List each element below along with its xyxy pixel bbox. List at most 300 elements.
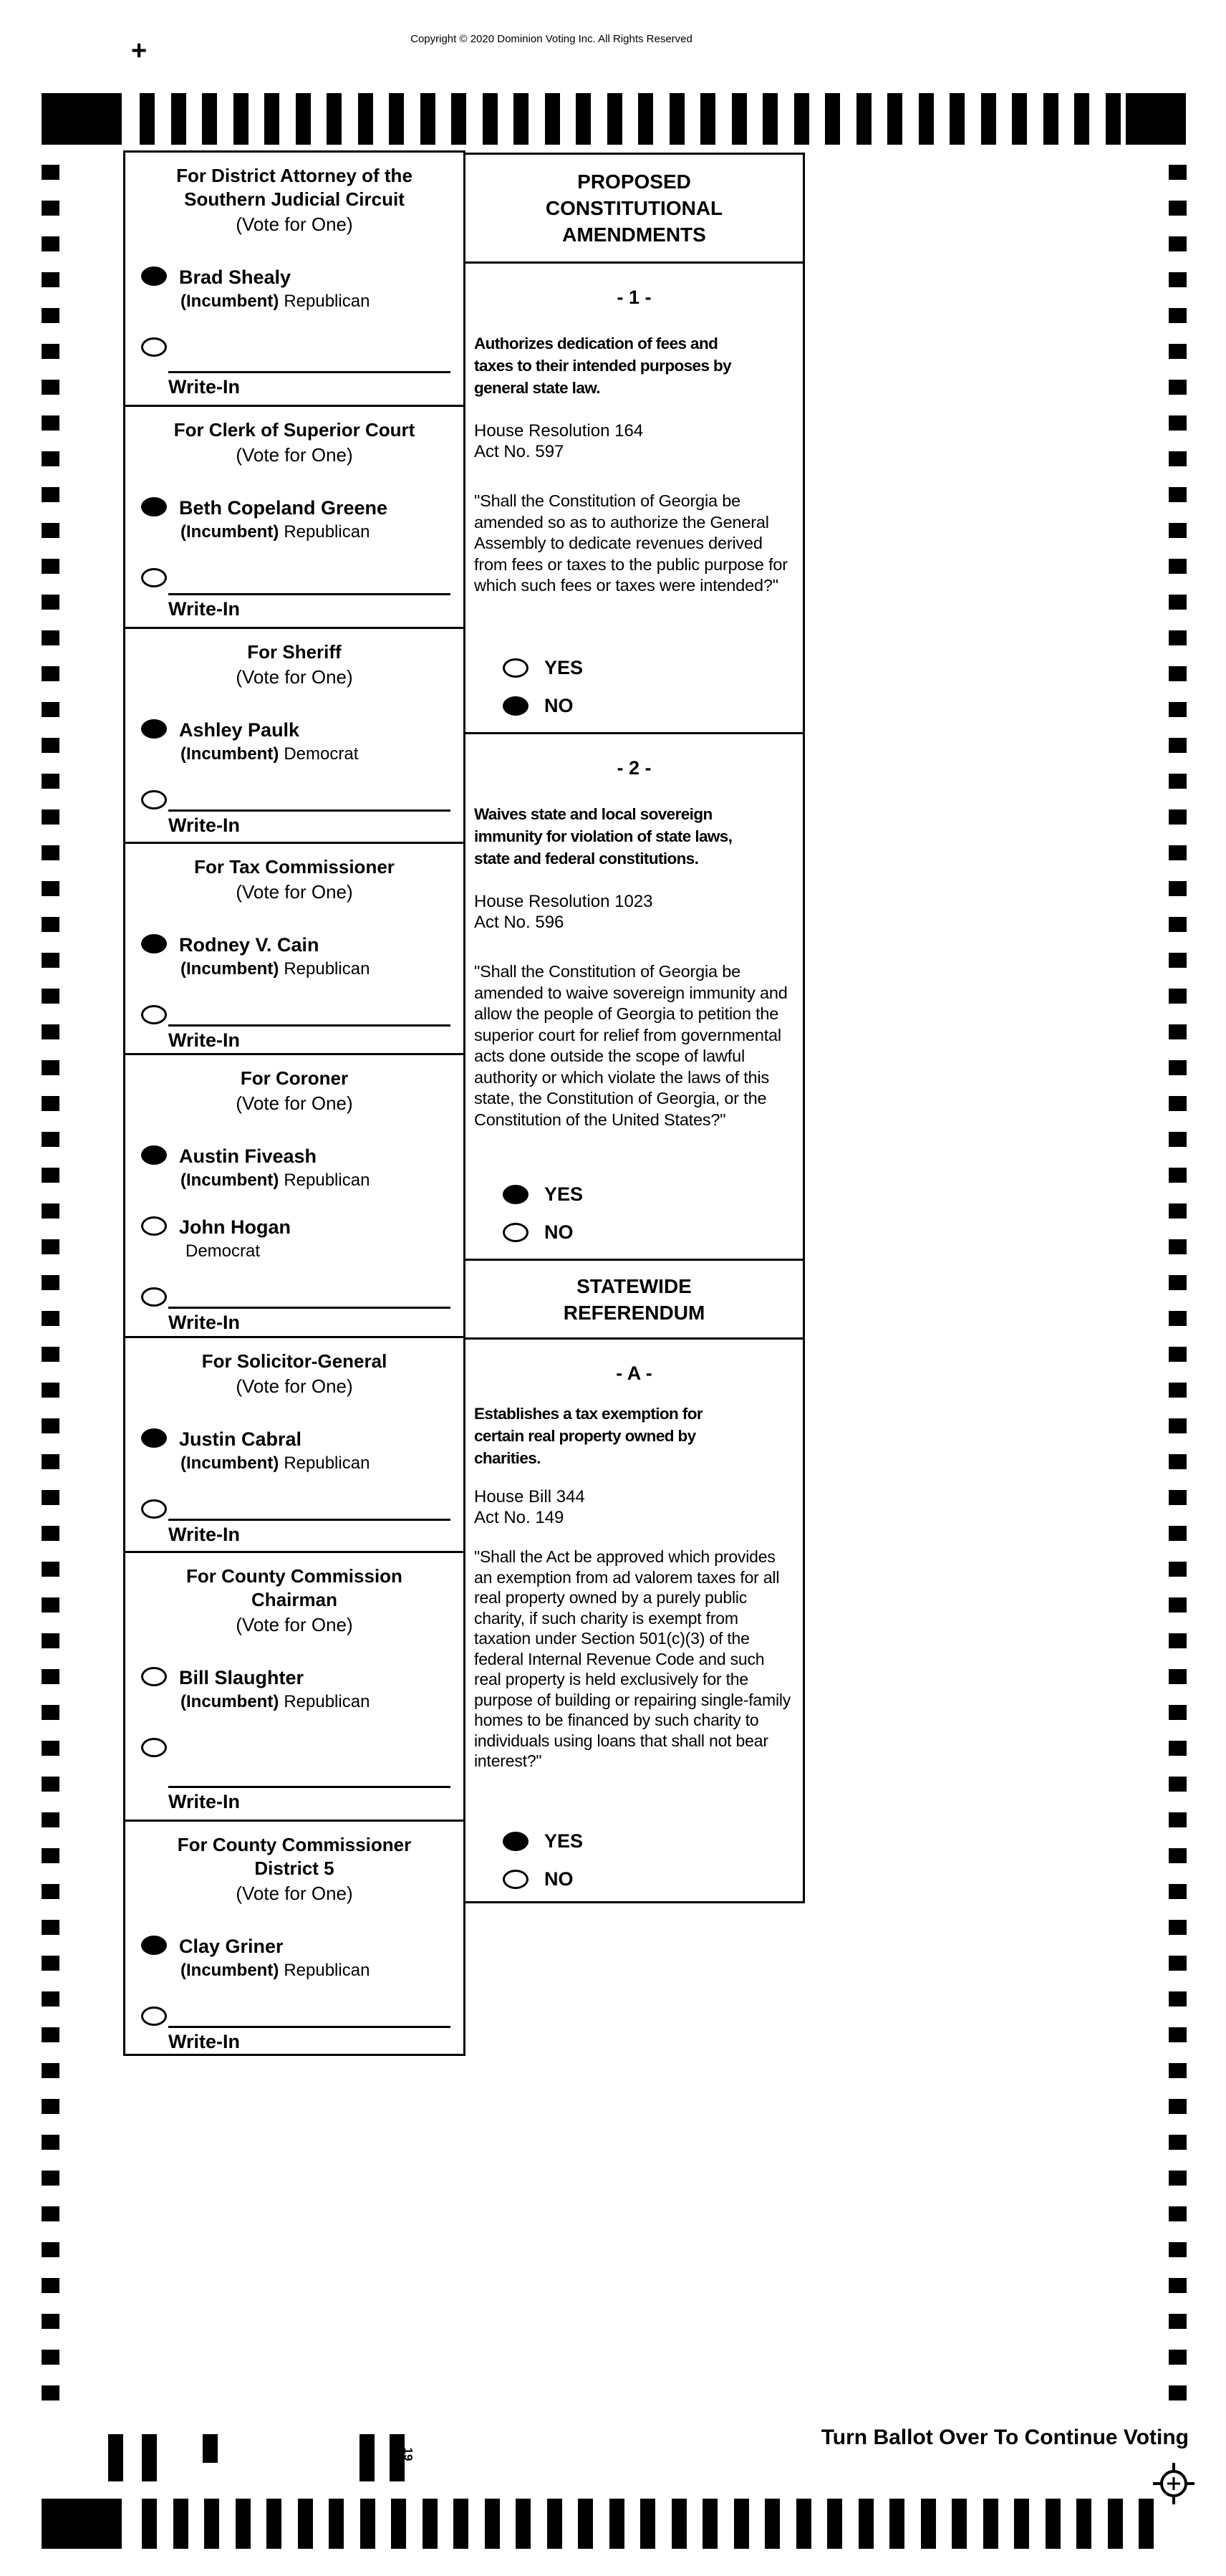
write-in-row — [141, 337, 453, 357]
candidate-party: (Incumbent) Republican — [180, 959, 370, 979]
timing-mark — [42, 917, 59, 932]
timing-mark — [1169, 2350, 1187, 2365]
timing-mark — [42, 953, 59, 968]
contest-instruction: (Vote for One) — [236, 213, 353, 235]
timing-mark — [1169, 201, 1187, 216]
candidate-name: Clay Griner — [179, 1936, 284, 1957]
timing-mark — [1169, 236, 1187, 251]
timing-mark — [950, 93, 965, 145]
yes-bubble[interactable] — [503, 1185, 528, 1204]
write-in-bubble[interactable] — [141, 1738, 167, 1757]
contest-title: For Coroner — [240, 1067, 349, 1089]
write-in-label: Write-In — [168, 2031, 240, 2052]
measure-references: House Resolution 1023 Act No. 596 — [474, 892, 653, 932]
contest-tax-commissioner — [125, 844, 463, 1055]
write-in-label: Write-In — [168, 1791, 240, 1812]
timing-mark — [389, 93, 404, 145]
measure-question: "Shall the Constitution of Georgia be amended so as to authorize the General Assembly to dedicate revenues derived from fees or taxes to the public purpose for which such fees or taxes were intended?" — [474, 491, 788, 595]
write-in-row — [141, 568, 453, 587]
timing-mark — [42, 2063, 59, 2078]
write-in-label: Write-In — [168, 814, 240, 836]
write-in-bubble[interactable] — [141, 790, 167, 809]
vote-bubble[interactable] — [141, 1936, 167, 1955]
write-in-area[interactable] — [168, 371, 450, 398]
timing-mark — [233, 93, 248, 145]
timing-mark — [1169, 1705, 1187, 1720]
timing-mark — [576, 93, 591, 145]
candidate-name: Beth Copeland Greene — [179, 497, 388, 519]
timing-mark — [1169, 1024, 1187, 1039]
timing-mark — [42, 1490, 59, 1505]
contest-instruction: (Vote for One) — [236, 444, 353, 466]
timing-mark — [1169, 523, 1187, 538]
timing-mark — [1169, 1669, 1187, 1684]
timing-mark — [42, 1633, 59, 1648]
yes-label: YES — [544, 1830, 584, 1852]
vote-bubble[interactable] — [141, 1428, 167, 1448]
stub-number: 19 — [401, 2447, 415, 2461]
no-label: NO — [544, 1868, 574, 1890]
contest-sheriff — [125, 629, 463, 844]
write-in-area[interactable] — [168, 593, 450, 620]
timing-mark — [42, 1669, 59, 1684]
yes-option — [503, 1830, 794, 1852]
timing-mark — [42, 2027, 59, 2042]
candidate-text — [179, 497, 387, 542]
timing-mark — [42, 308, 59, 323]
write-in-label: Write-In — [168, 1029, 240, 1051]
candidate-text — [179, 719, 358, 764]
write-in-area[interactable] — [168, 1786, 450, 1812]
timing-mark — [856, 93, 872, 145]
referendum-header: STATEWIDE REFERENDUM — [465, 1261, 803, 1340]
timing-mark — [1169, 1920, 1187, 1935]
timing-mark — [358, 93, 373, 145]
timing-mark — [921, 2499, 936, 2549]
candidate-text — [179, 1936, 370, 1981]
candidate-row — [141, 934, 453, 979]
write-in-label: Write-In — [168, 598, 240, 620]
write-in-bubble[interactable] — [141, 568, 167, 587]
timing-mark — [327, 93, 342, 145]
timing-mark — [1169, 1060, 1187, 1075]
measure-summary: Waives state and local sovereign immunity for violation of state laws, state and federal constitutions. — [474, 805, 733, 868]
timing-mark — [1169, 953, 1187, 968]
write-in-row — [141, 790, 453, 809]
candidate-row — [141, 1667, 453, 1712]
registration-plus-icon: + — [131, 36, 148, 66]
timing-mark — [1169, 380, 1187, 395]
timing-mark — [672, 2499, 687, 2549]
amendments-header: PROPOSED CONSTITUTIONAL AMENDMENTS — [465, 155, 803, 264]
timing-mark — [236, 2499, 251, 2549]
timing-mark — [42, 1705, 59, 1720]
write-in-bubble[interactable] — [141, 2007, 167, 2026]
timing-mark — [42, 1060, 59, 1075]
timing-mark — [1169, 1777, 1187, 1792]
timing-mark — [42, 2099, 59, 2114]
timing-row-top — [140, 93, 1121, 145]
timing-mark — [1169, 1275, 1187, 1290]
timing-mark — [296, 93, 311, 145]
candidate-text — [179, 1428, 370, 1474]
candidate-party: (Incumbent) Republican — [180, 1171, 370, 1190]
timing-mark — [1169, 989, 1187, 1004]
candidate-party: (Incumbent) Democrat — [180, 744, 359, 764]
yes-bubble[interactable] — [503, 658, 528, 678]
timing-mark — [1169, 666, 1187, 681]
timing-mark — [1169, 1812, 1187, 1827]
timing-mark — [202, 93, 217, 145]
timing-mark — [765, 2499, 780, 2549]
timing-mark — [42, 1203, 59, 1219]
contest-title: For Solicitor-General — [201, 1350, 387, 1372]
no-bubble[interactable] — [503, 1223, 528, 1242]
candidate-name: John Hogan — [179, 1216, 291, 1238]
timing-mark — [1169, 1239, 1187, 1254]
timing-mark — [1169, 1132, 1187, 1147]
write-in-area[interactable] — [168, 809, 450, 836]
timing-mark — [42, 1239, 59, 1254]
candidate-row — [141, 1216, 453, 1261]
write-in-area[interactable] — [168, 1307, 450, 1333]
vote-bubble[interactable] — [141, 719, 167, 739]
timing-mark — [42, 702, 59, 717]
timing-mark — [1169, 165, 1187, 180]
timing-mark — [1169, 2242, 1187, 2257]
stub-mark — [108, 2434, 123, 2481]
stub-mark — [359, 2434, 375, 2481]
timing-mark — [42, 2206, 59, 2221]
timing-block-top-right — [1126, 93, 1186, 145]
candidate-name: Brad Shealy — [179, 266, 291, 288]
timing-mark — [485, 2499, 500, 2549]
timing-mark — [1169, 1884, 1187, 1899]
timing-mark — [42, 236, 59, 251]
vote-bubble[interactable] — [141, 1216, 167, 1236]
vote-bubble[interactable] — [141, 497, 167, 516]
timing-mark — [42, 1884, 59, 1899]
candidate-row — [141, 1428, 453, 1474]
timing-mark — [1169, 1383, 1187, 1398]
measure-options — [474, 640, 794, 718]
write-in-area[interactable] — [168, 2026, 450, 2052]
timing-mark — [1169, 1633, 1187, 1648]
candidate-row — [141, 1936, 453, 1981]
yes-label: YES — [544, 1183, 584, 1205]
timing-mark — [42, 1562, 59, 1577]
timing-mark — [42, 1741, 59, 1756]
timing-mark — [638, 93, 653, 145]
timing-mark — [42, 1991, 59, 2007]
candidate-text — [179, 266, 370, 312]
timing-mark — [1169, 881, 1187, 896]
timing-mark — [42, 1526, 59, 1541]
contest-instruction: (Vote for One) — [236, 1614, 353, 1635]
no-option — [503, 1221, 794, 1243]
write-in-row — [141, 1499, 453, 1519]
timing-mark — [42, 1168, 59, 1183]
timing-mark — [42, 1848, 59, 1863]
timing-mark — [42, 989, 59, 1004]
contest-instruction: (Vote for One) — [236, 1375, 353, 1397]
timing-mark — [42, 845, 59, 860]
measure-column — [463, 153, 805, 1903]
yes-label: YES — [544, 657, 584, 678]
timing-mark — [578, 2499, 593, 2549]
contest-coroner — [125, 1055, 463, 1338]
timing-mark — [483, 93, 498, 145]
timing-mark — [1046, 2499, 1061, 2549]
timing-mark — [42, 809, 59, 825]
timing-mark — [513, 93, 528, 145]
candidate-name: Bill Slaughter — [179, 1667, 304, 1688]
timing-mark — [825, 93, 840, 145]
timing-mark — [1169, 2063, 1187, 2078]
timing-mark — [1169, 1490, 1187, 1505]
candidate-party: Democrat — [185, 1241, 261, 1261]
contest-title: For District Attorney of the Southern Judicial Circuit — [176, 165, 412, 210]
timing-mark — [827, 2499, 842, 2549]
timing-mark — [1169, 2206, 1187, 2221]
vote-bubble[interactable] — [141, 1667, 167, 1686]
no-option — [503, 1868, 794, 1890]
timing-mark — [1169, 630, 1187, 645]
candidate-party: (Incumbent) Republican — [180, 1453, 370, 1473]
timing-mark — [42, 1956, 59, 1971]
timing-mark — [545, 93, 560, 145]
timing-mark — [42, 2278, 59, 2293]
timing-mark — [1169, 1991, 1187, 2007]
timing-mark — [1169, 1956, 1187, 1971]
timing-mark — [1169, 2171, 1187, 2186]
candidate-party: (Incumbent) Republican — [180, 522, 370, 542]
timing-mark — [1169, 2027, 1187, 2042]
candidate-text — [179, 1145, 370, 1191]
write-in-bubble[interactable] — [141, 1287, 167, 1307]
timing-mark — [1169, 308, 1187, 323]
vote-bubble[interactable] — [141, 934, 167, 953]
candidate-row — [141, 1145, 453, 1191]
timing-column-left — [42, 165, 59, 2400]
write-in-bubble[interactable] — [141, 1005, 167, 1024]
write-in-label: Write-In — [168, 376, 240, 398]
write-in-area[interactable] — [168, 1519, 450, 1545]
timing-mark — [1169, 2099, 1187, 2114]
timing-mark — [1169, 917, 1187, 932]
contest-clerk-superior-court — [125, 407, 463, 629]
timing-mark — [266, 2499, 281, 2549]
timing-mark — [42, 881, 59, 896]
timing-mark — [1169, 1347, 1187, 1362]
contest-county-commission-chairman — [125, 1553, 463, 1822]
timing-mark — [423, 2499, 438, 2549]
timing-mark — [142, 2499, 157, 2549]
timing-mark — [42, 1597, 59, 1613]
copyright-text: Copyright © 2020 Dominion Voting Inc. All Rights Reserved — [410, 33, 692, 45]
timing-mark — [42, 1275, 59, 1290]
timing-mark — [1169, 2135, 1187, 2150]
timing-mark — [1074, 93, 1089, 145]
timing-mark — [1169, 1418, 1187, 1433]
timing-mark — [734, 2499, 749, 2549]
write-in-bubble[interactable] — [141, 337, 167, 357]
measure-question: "Shall the Act be approved which provides an exemption from ad valorem taxes for all real property owned by a purely public charity, if such charity is exempt from taxation under Section 501(c)(3) of the federal Internal Revenue Code and such real property is held exclusively for the purpose of building or repairing single-family homes to be financed by such charity to individuals using loans that shall not bear interest?" — [474, 1547, 791, 1770]
timing-mark — [919, 93, 934, 145]
write-in-label: Write-In — [168, 1312, 240, 1333]
timing-mark — [42, 1812, 59, 1827]
contest-title: For Tax Commissioner — [194, 856, 395, 878]
measure-references: House Bill 344 Act No. 149 — [474, 1487, 585, 1527]
timing-mark — [516, 2499, 531, 2549]
timing-mark — [887, 93, 902, 145]
timing-mark — [700, 93, 715, 145]
timing-mark — [1169, 845, 1187, 860]
timing-mark — [1169, 1454, 1187, 1469]
timing-mark — [42, 1132, 59, 1147]
timing-mark — [42, 2135, 59, 2150]
timing-mark — [42, 523, 59, 538]
candidate-name: Austin Fiveash — [179, 1145, 317, 1167]
timing-mark — [42, 2242, 59, 2257]
stub-mark — [203, 2434, 218, 2463]
contest-county-commissioner-district-5 — [125, 1822, 463, 2056]
timing-block-top-left — [42, 93, 122, 145]
timing-mark — [1169, 1597, 1187, 1613]
timing-mark — [42, 344, 59, 359]
timing-mark — [298, 2499, 313, 2549]
timing-mark — [264, 93, 279, 145]
candidate-party: (Incumbent) Republican — [180, 292, 370, 311]
candidate-row — [141, 719, 453, 764]
contest-instruction: (Vote for One) — [236, 1092, 353, 1114]
timing-mark — [1169, 1203, 1187, 1219]
measure-references: House Resolution 164 Act No. 597 — [474, 421, 644, 461]
no-label: NO — [544, 695, 574, 716]
measure-number: - A - — [616, 1363, 652, 1384]
timing-mark — [42, 2314, 59, 2329]
timing-mark — [1012, 93, 1027, 145]
timing-mark — [794, 93, 809, 145]
measure-summary: Authorizes dedication of fees and taxes to their intended purposes by general state law. — [474, 335, 732, 397]
referendum-a — [465, 1340, 803, 1905]
amendment-1 — [465, 264, 803, 734]
vote-bubble[interactable] — [141, 1145, 167, 1165]
candidate-row — [141, 266, 453, 312]
contest-solicitor-general — [125, 1338, 463, 1553]
timing-mark — [453, 2499, 468, 2549]
candidate-name: Justin Cabral — [179, 1428, 302, 1450]
timing-mark — [1169, 2314, 1187, 2329]
timing-mark — [703, 2499, 718, 2549]
timing-mark — [42, 1777, 59, 1792]
timing-mark — [42, 1920, 59, 1935]
contest-column — [123, 150, 465, 2056]
timing-mark — [607, 93, 622, 145]
timing-mark — [42, 2385, 59, 2400]
timing-mark — [1169, 2278, 1187, 2293]
contest-instruction: (Vote for One) — [236, 666, 353, 688]
timing-mark — [670, 93, 685, 145]
contest-instruction: (Vote for One) — [236, 1883, 353, 1904]
write-in-bubble[interactable] — [141, 1499, 167, 1519]
write-in-row — [141, 1005, 453, 1024]
write-in-row — [141, 2007, 453, 2026]
vote-bubble[interactable] — [141, 266, 167, 286]
registration-crosshair-icon — [1152, 2461, 1196, 2509]
timing-mark — [796, 2499, 811, 2549]
timing-mark — [1169, 415, 1187, 431]
timing-mark — [1169, 809, 1187, 825]
timing-mark — [609, 2499, 624, 2549]
timing-mark — [420, 93, 435, 145]
timing-mark — [42, 165, 59, 180]
timing-mark — [42, 738, 59, 753]
write-in-row — [141, 1287, 453, 1307]
timing-mark — [42, 666, 59, 681]
contest-instruction: (Vote for One) — [236, 881, 353, 903]
measure-number: - 1 - — [617, 287, 652, 308]
timing-mark — [547, 2499, 562, 2549]
timing-mark — [42, 1347, 59, 1362]
timing-mark — [360, 2499, 375, 2549]
timing-mark — [1169, 559, 1187, 574]
yes-option — [503, 657, 794, 678]
timing-mark — [42, 201, 59, 216]
measure-options — [474, 1167, 794, 1244]
write-in-label: Write-In — [168, 1524, 240, 1545]
timing-mark — [42, 1454, 59, 1469]
timing-mark — [42, 1418, 59, 1433]
timing-mark — [1014, 2499, 1029, 2549]
timing-mark — [329, 2499, 344, 2549]
no-option — [503, 695, 794, 716]
timing-mark — [889, 2499, 904, 2549]
timing-mark — [1169, 702, 1187, 717]
candidate-name: Ashley Paulk — [179, 719, 300, 741]
timing-mark — [42, 2350, 59, 2365]
timing-mark — [952, 2499, 967, 2549]
timing-mark — [859, 2499, 874, 2549]
timing-mark — [1169, 451, 1187, 466]
no-bubble[interactable] — [503, 1870, 528, 1889]
timing-mark — [204, 2499, 219, 2549]
timing-mark — [1169, 1562, 1187, 1577]
candidate-party: (Incumbent) Republican — [180, 1961, 370, 1980]
contest-title: For County Commissioner District 5 — [177, 1834, 412, 1879]
timing-mark — [171, 93, 186, 145]
timing-column-right — [1169, 165, 1187, 2400]
timing-mark — [42, 630, 59, 645]
timing-mark — [42, 1383, 59, 1398]
no-bubble[interactable] — [503, 696, 528, 716]
timing-mark — [981, 93, 996, 145]
turn-ballot-over-text: Turn Ballot Over To Continue Voting — [821, 2426, 1189, 2449]
timing-mark — [1043, 93, 1058, 145]
measure-number: - 2 - — [617, 757, 652, 779]
timing-mark — [1169, 487, 1187, 502]
write-in-area[interactable] — [168, 1024, 450, 1051]
timing-mark — [983, 2499, 998, 2549]
timing-mark — [1076, 2499, 1091, 2549]
timing-mark — [391, 2499, 406, 2549]
yes-bubble[interactable] — [503, 1832, 528, 1851]
timing-mark — [1169, 1168, 1187, 1183]
timing-mark — [42, 2171, 59, 2186]
stub-mark — [142, 2434, 157, 2481]
timing-mark — [1106, 93, 1121, 145]
measure-question: "Shall the Constitution of Georgia be amended to waive sovereign immunity and allow the people of Georgia to petition the superior court for relief from governmental acts done outside the scope of lawful authority or which violate the laws of this state, the Constitution of Georgia, or the Constitution of the United States?" — [474, 962, 788, 1129]
